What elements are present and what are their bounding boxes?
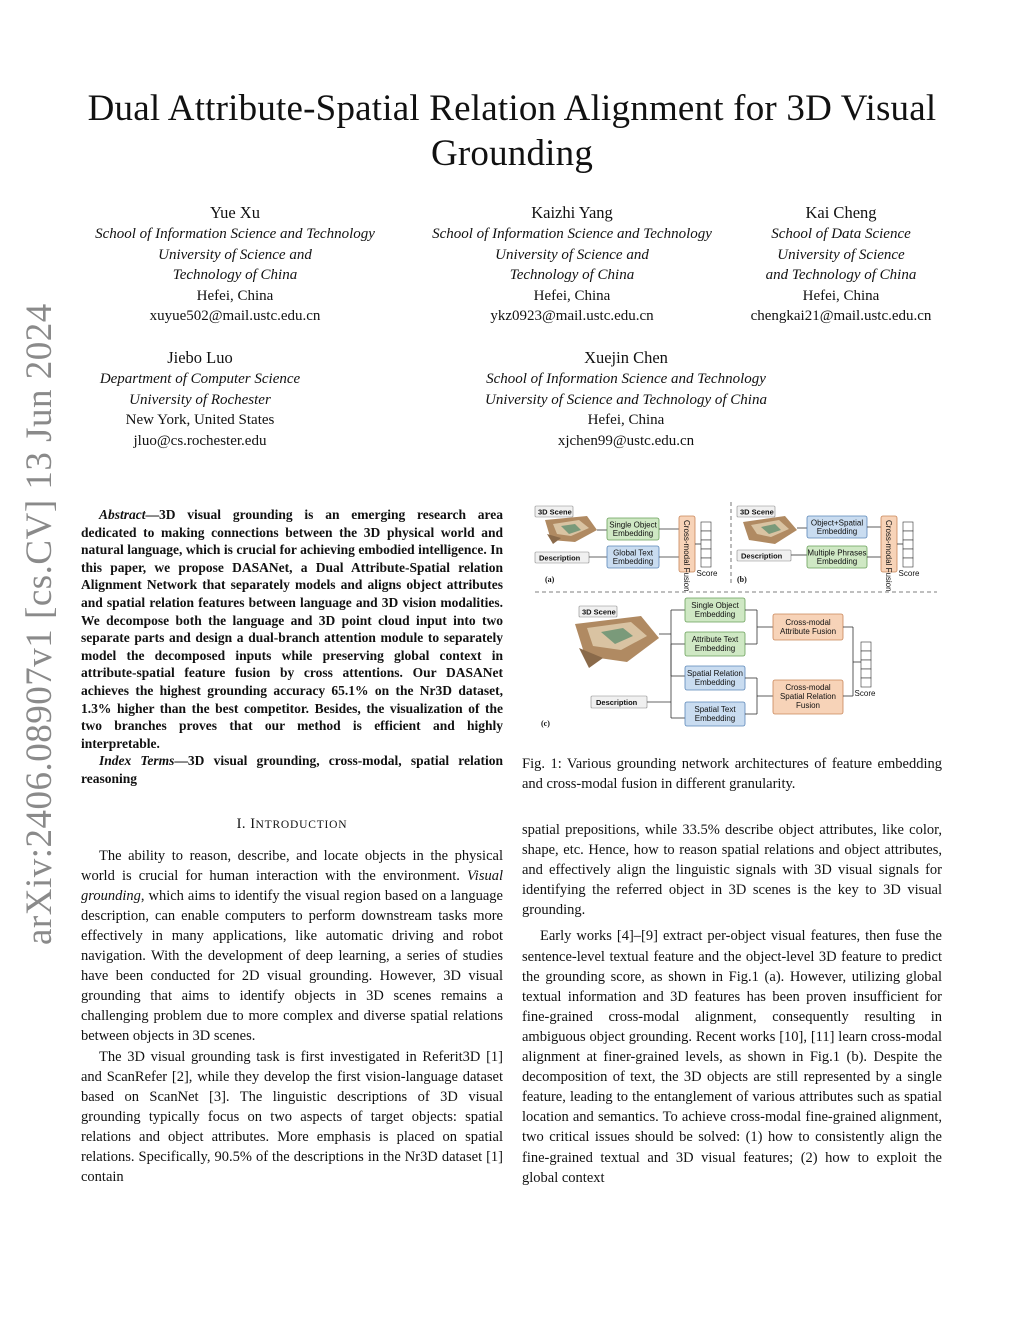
box-label: Single Object bbox=[609, 520, 657, 530]
abstract-lead: Abstract bbox=[99, 507, 146, 522]
box-label: Single Object bbox=[691, 601, 739, 610]
box-label: Embedding bbox=[694, 610, 736, 619]
point-cloud-thumbnail bbox=[545, 516, 597, 544]
intro-paragraph-3: spatial prepositions, while 33.5% describe object attributes, like color, shape, etc. Hence, how to reason spatial relations and object attributes, and effectively align the linguistic signals with 3D visual signals for identifying the referred object in 3D scenes is the key to 3D visual grounding. bbox=[522, 822, 942, 919]
author-email: ykz0923@mail.ustc.edu.cn bbox=[490, 308, 654, 325]
description-label: Description bbox=[596, 698, 638, 707]
author-email: xuyue502@mail.ustc.edu.cn bbox=[149, 308, 321, 325]
author-location: Hefei, China bbox=[533, 287, 611, 304]
box-label: Cross-modal Fusion bbox=[682, 520, 691, 592]
panel-b bbox=[737, 506, 920, 592]
abstract-text: —3D visual grounding is an emerging research area dedicated to making connections between the 3D physical world and natural language, which is crucial for achieving embodied intelligence. In this paper, we propose DASANet, a Dual Attribute-Spatial relation Alignment Network that separately models and aligns object attributes and spatial relation features between language and 3D vision modalities. We decompose both the language and 3D point cloud input into two separate parts and design a dual-branch attention module to separately model the decomposed inputs while preserving global context in attribute-spatial feature fusion by cross attentions. Our DASANet achieves the highest grounding accuracy 65.1% on the Nr3D dataset, 1.3% higher than the best competitor. Besides, the visualization of the two branches proves that our method is efficient and highly interpretable. bbox=[81, 507, 503, 751]
index-terms-text: —3D visual grounding, cross-modal, spatial relation reasoning bbox=[81, 753, 503, 786]
score-vector bbox=[903, 522, 913, 567]
scene-label: 3D Scene bbox=[740, 507, 774, 517]
author-email: chengkai21@mail.ustc.edu.cn bbox=[750, 308, 932, 325]
scene-label: 3D Scene bbox=[582, 607, 616, 617]
box-label: Cross-modal bbox=[785, 618, 831, 627]
author-department: School of Information Science and Technology bbox=[486, 371, 766, 387]
author-name: Yue Xu bbox=[210, 203, 260, 222]
author-block bbox=[60, 202, 410, 327]
score-vector bbox=[701, 522, 711, 567]
left-column bbox=[81, 506, 503, 1187]
author-email: jluo@cs.rochester.edu bbox=[133, 432, 267, 449]
box-label: Object+Spatial bbox=[810, 518, 864, 528]
scene-label: 3D Scene bbox=[538, 507, 572, 517]
box-label: Embedding bbox=[612, 557, 654, 566]
intro-paragraph-1 bbox=[81, 846, 503, 1047]
description-label: Description bbox=[741, 551, 783, 561]
box-label: Global Text bbox=[613, 548, 653, 558]
box-label: Embedding bbox=[816, 527, 858, 536]
author-name: Jiebo Luo bbox=[167, 348, 233, 367]
box-label: Embedding bbox=[816, 557, 858, 566]
panel-label: (a) bbox=[545, 575, 555, 584]
author-university: University of Science and Technology of China bbox=[485, 391, 767, 408]
abstract bbox=[81, 506, 503, 752]
box-label: Fusion bbox=[795, 701, 821, 710]
box-label: Embedding bbox=[694, 714, 736, 723]
author-name: Xuejin Chen bbox=[584, 348, 668, 367]
box-label: Embedding bbox=[694, 644, 736, 653]
box-label: Cross-modal bbox=[785, 683, 831, 692]
description-label: Description bbox=[539, 553, 581, 563]
author-university: University of Science bbox=[777, 246, 905, 263]
paper-title: Dual Attribute-Spatial Relation Alignment for 3D Visual Grounding bbox=[87, 88, 937, 174]
right-column bbox=[522, 820, 942, 1188]
score-label: Score bbox=[854, 689, 876, 698]
section-initial: I bbox=[250, 815, 256, 832]
box-label: Attribute Fusion bbox=[779, 627, 837, 636]
panel-a bbox=[535, 506, 718, 592]
author-department: School of Information Science and Technology bbox=[432, 226, 712, 242]
score-label: Score bbox=[696, 569, 718, 578]
author-university: Technology of China bbox=[509, 267, 635, 284]
box-label: Spatial Relation bbox=[686, 669, 744, 678]
panel-c bbox=[541, 598, 876, 728]
text-run: The ability to reason, describe, and locate objects in the physical world is crucial for human interaction with the environment. bbox=[81, 847, 503, 884]
figure-caption: Fig. 1: Various grounding network architectures of feature embedding and cross-modal fusion in different granularity. bbox=[522, 756, 942, 793]
author-university: and Technology of China bbox=[765, 267, 917, 284]
index-terms-lead: Index Terms bbox=[99, 753, 175, 769]
author-block bbox=[440, 347, 812, 451]
score-vector bbox=[861, 642, 871, 687]
box-label: Embedding bbox=[612, 529, 654, 538]
author-location: Hefei, China bbox=[587, 412, 665, 429]
author-block bbox=[70, 347, 330, 451]
box-label: Cross-modal Fusion bbox=[884, 520, 893, 592]
index-terms bbox=[81, 752, 503, 787]
section-heading bbox=[81, 814, 503, 835]
box-label: Embedding bbox=[694, 678, 736, 687]
author-block bbox=[730, 202, 952, 327]
box-label: Multiple Phrases bbox=[807, 548, 867, 558]
point-cloud-thumbnail bbox=[575, 616, 659, 668]
author-department: Department of Computer Science bbox=[99, 371, 301, 387]
author-department: School of Data Science bbox=[771, 226, 911, 242]
text-run: , which aims to identify the visual region based on a language description, can enable computers to perform downstream tasks more effectively in many applications, like automatic driving and robot navigation. With the development of deep learning, a series of studies have been conducted for 2D visual grounding. However, 3D visual grounding that aims to identify objects in 3D scenes remains a challenging problem due to more complex and diverse spatial relations between objects in 3D scenes. bbox=[81, 887, 503, 1045]
arxiv-identifier: arXiv:2406.08907v1 [cs.CV] 13 Jun 2024 bbox=[19, 303, 60, 945]
author-university: University of Rochester bbox=[129, 391, 271, 408]
intro-paragraph-2: The 3D visual grounding task is first investigated in Referit3D [1] and ScanRefer [2], while they develop the first vision-language dataset based on ScanNet [3]. The linguistic descriptions of 3D visual grounding typically focus on two aspects of target objects: spatial relations and object attributes. More emphasis is placed on spatial relations. Specifically, 90.5% of the descriptions in the Nr3D dataset [1] contain bbox=[81, 1048, 503, 1186]
box-label: Spatial Relation bbox=[779, 692, 837, 701]
box-label: Attribute Text bbox=[691, 635, 739, 644]
author-location: New York, United States bbox=[125, 412, 275, 429]
author-email: xjchen99@ustc.edu.cn bbox=[557, 432, 695, 449]
italic-term: Visual grounding bbox=[81, 867, 503, 904]
author-location: Hefei, China bbox=[802, 287, 880, 304]
panel-label: (c) bbox=[541, 719, 550, 728]
author-block bbox=[400, 202, 744, 327]
author-location: Hefei, China bbox=[196, 287, 274, 304]
author-name: Kaizhi Yang bbox=[531, 203, 613, 222]
author-university: Technology of China bbox=[172, 267, 298, 284]
author-name: Kai Cheng bbox=[805, 203, 877, 222]
intro-paragraph-4: Early works [4]–[9] extract per-object visual features, then fuse the sentence-level textual feature and the object-level 3D feature to predict the grounding score, as shown in Fig.1 (a). However, utilizing global textual information and 3D features has been proven insufficient for fine-grained cross-modal alignment, consequently resulting in ambiguous object grounding. Recent works [10], [11] learn cross-modal alignment at finer-grained levels, as shown in Fig.1 (b). Despite the decomposition of text, the 3D objects are still represented by a single feature, leading to the entanglement of various attributes such as spatial location and semantics. To achieve cross-modal fine-grained alignment, two critical issues should be solved: (1) how to consistently align the fine-grained textual and 3D visual features; (2) how to exploit the global context bbox=[522, 928, 942, 1186]
figure-1-diagram bbox=[531, 498, 941, 738]
panel-label: (b) bbox=[737, 575, 747, 584]
author-university: University of Science and bbox=[158, 246, 312, 263]
author-department: School of Information Science and Technology bbox=[95, 226, 375, 242]
point-cloud-thumbnail bbox=[743, 516, 797, 544]
section-rest: NTRODUCTION bbox=[255, 818, 348, 831]
section-number: I. bbox=[236, 815, 251, 832]
box-label: Spatial Text bbox=[694, 705, 736, 714]
score-label: Score bbox=[898, 569, 920, 578]
author-university: University of Science and bbox=[495, 246, 649, 263]
